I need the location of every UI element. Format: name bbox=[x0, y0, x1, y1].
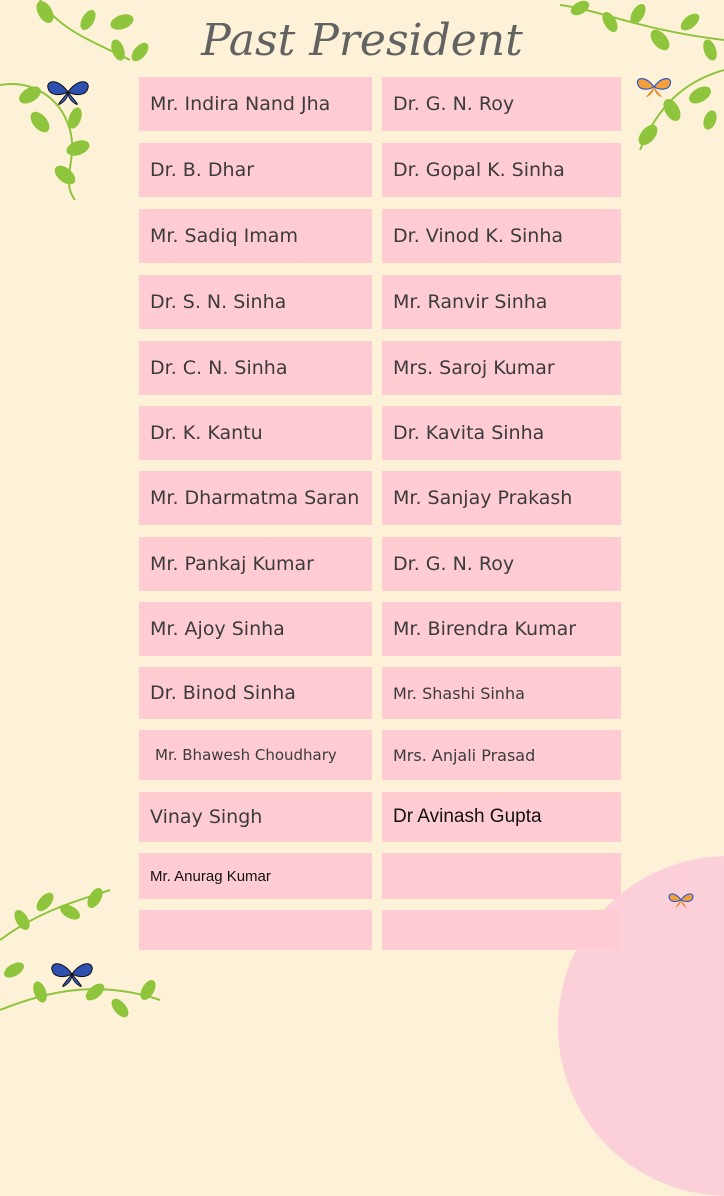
name-cell: Mr. Sadiq Imam bbox=[139, 209, 372, 263]
name-cell: Dr. Gopal K. Sinha bbox=[382, 143, 621, 197]
page-title: Past President bbox=[201, 15, 523, 66]
name-cell bbox=[139, 910, 372, 950]
butterfly-icon bbox=[50, 960, 94, 988]
name-cell: Dr Avinash Gupta bbox=[382, 792, 621, 842]
name-cell: Mr. Sanjay Prakash bbox=[382, 471, 621, 525]
name-cell: Mr. Dharmatma Saran bbox=[139, 471, 372, 525]
name-cell: Mr. Bhawesh Choudhary bbox=[139, 730, 372, 780]
name-cell: Mr. Indira Nand Jha bbox=[139, 77, 372, 131]
butterfly-icon bbox=[668, 890, 694, 910]
name-cell: Mr. Anurag Kumar bbox=[139, 853, 372, 899]
butterfly-icon bbox=[46, 78, 90, 106]
name-cell bbox=[382, 910, 621, 950]
name-cell: Mr. Ranvir Sinha bbox=[382, 275, 621, 329]
name-cell: Mr. Birendra Kumar bbox=[382, 602, 621, 656]
name-cell: Mrs. Saroj Kumar bbox=[382, 341, 621, 395]
name-cell: Mrs. Anjali Prasad bbox=[382, 730, 621, 780]
name-cell: Dr. S. N. Sinha bbox=[139, 275, 372, 329]
name-cell: Dr. B. Dhar bbox=[139, 143, 372, 197]
name-cell: Mr. Shashi Sinha bbox=[382, 667, 621, 719]
name-cell: Dr. Vinod K. Sinha bbox=[382, 209, 621, 263]
name-cell: Mr. Ajoy Sinha bbox=[139, 602, 372, 656]
vine-icon bbox=[0, 880, 170, 1024]
name-cell: Dr. G. N. Roy bbox=[382, 77, 621, 131]
name-cell: Dr. Binod Sinha bbox=[139, 667, 372, 719]
name-cell: Dr. C. N. Sinha bbox=[139, 341, 372, 395]
name-cell: Vinay Singh bbox=[139, 792, 372, 842]
name-cell: Dr. G. N. Roy bbox=[382, 537, 621, 591]
butterfly-icon bbox=[636, 74, 672, 100]
pink-circle-decoration bbox=[558, 856, 724, 1196]
name-cell: Dr. K. Kantu bbox=[139, 406, 372, 460]
name-cell bbox=[382, 853, 621, 899]
name-cell: Mr. Pankaj Kumar bbox=[139, 537, 372, 591]
name-cell: Dr. Kavita Sinha bbox=[382, 406, 621, 460]
